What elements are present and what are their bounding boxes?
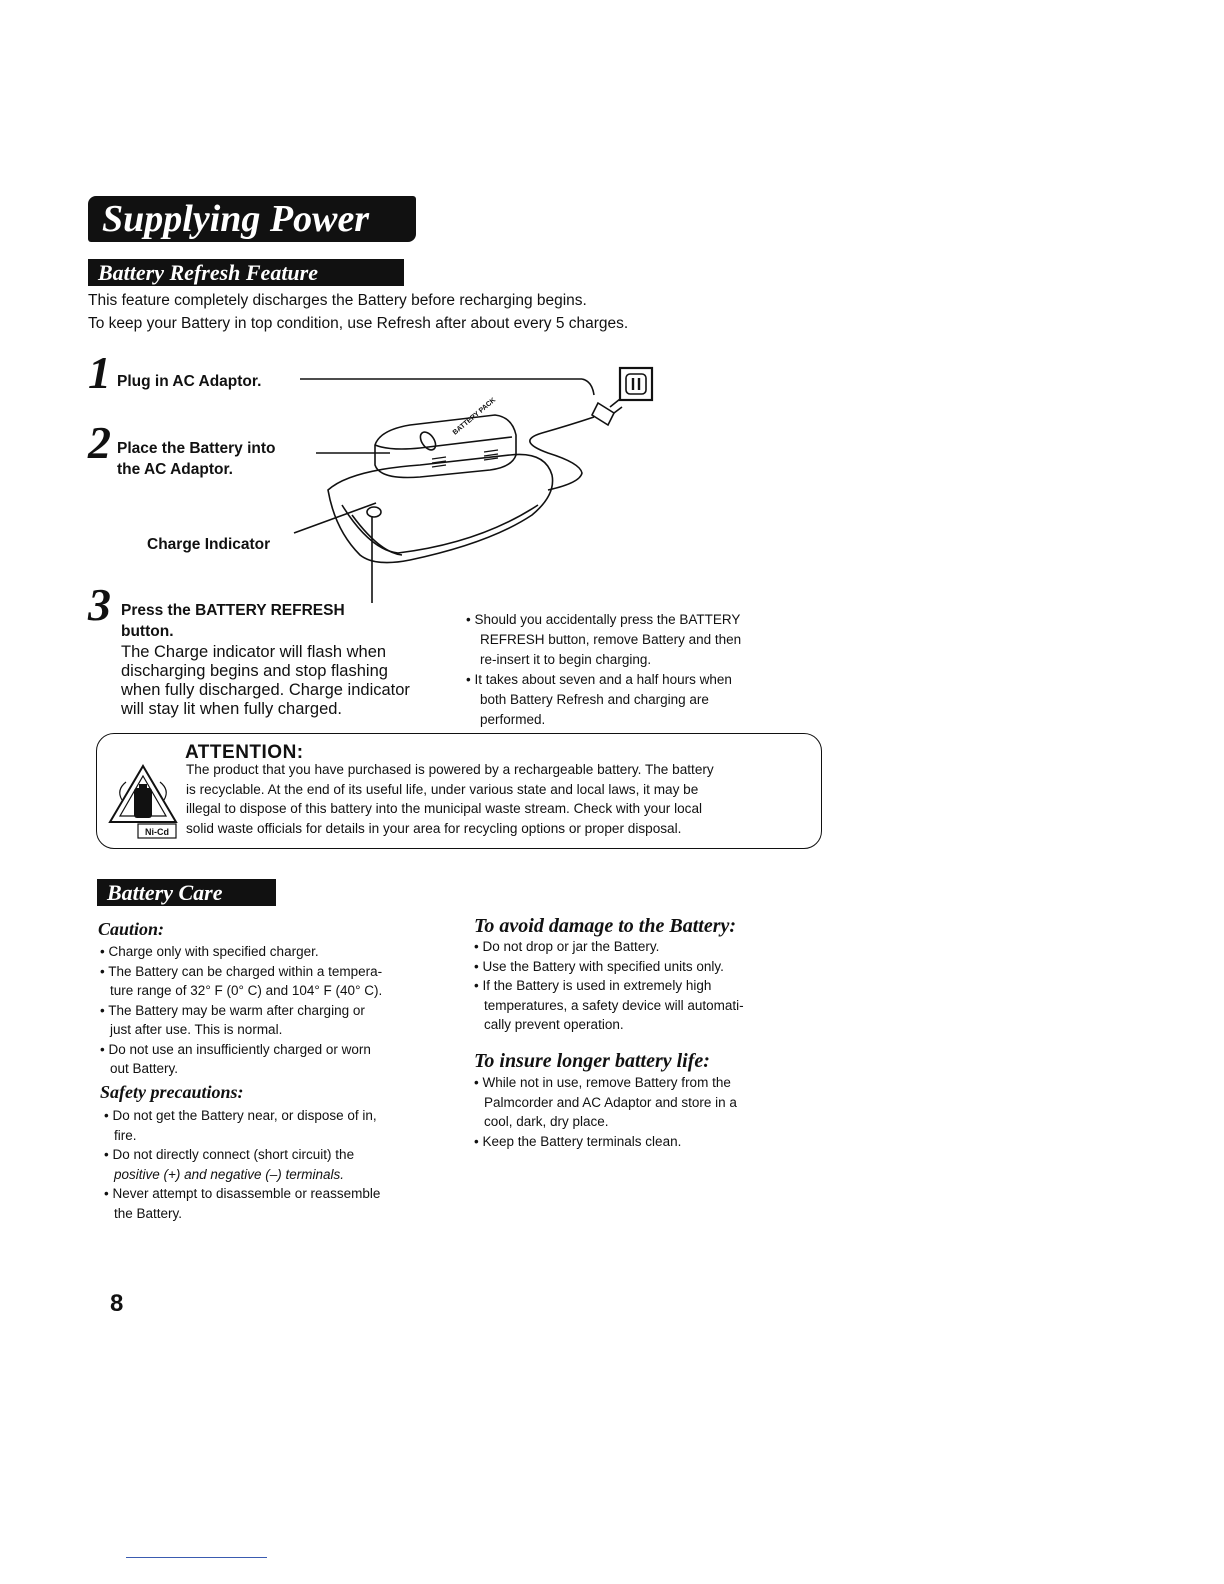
- step-3-body-line: The Charge indicator will flash when: [121, 643, 387, 661]
- power-cord: [530, 417, 594, 490]
- notes-list: [466, 610, 741, 730]
- charge-indicator-label: Charge Indicator: [147, 536, 271, 553]
- attention-line: is recyclable. At the end of its useful life, under various state and local laws, it may be: [186, 781, 699, 797]
- note-line: REFRESH button, remove Battery and then: [480, 632, 742, 647]
- longer-life-line: cool, dark, dry place.: [484, 1114, 609, 1129]
- avoid-damage-heading: To avoid damage to the Battery:: [474, 915, 737, 937]
- safety-heading: Safety precautions:: [100, 1082, 244, 1102]
- note-line: • Should you accidentally press the BATTERY: [466, 612, 741, 627]
- avoid-damage-line: temperatures, a safety device will automati-: [484, 997, 744, 1013]
- caution-list: [100, 942, 382, 1079]
- wall-outlet-icon: [620, 368, 652, 400]
- battery-label: BATTERY PACK: [451, 396, 498, 437]
- recycle-battery-icon: [102, 760, 184, 844]
- attention-line: solid waste officials for details in your area for recycling options or proper disposal.: [186, 820, 682, 836]
- safety-line: the Battery.: [114, 1205, 183, 1221]
- caution-line: • Do not use an insufficiently charged or worn: [100, 1041, 371, 1057]
- step-1-number: 1: [88, 347, 111, 398]
- caution-line: just after use. This is normal.: [110, 1022, 283, 1037]
- step-1-leader-curve: [582, 379, 594, 395]
- caution-line: • The Battery may be warm after charging or: [100, 1002, 365, 1018]
- note-line: re-insert it to begin charging.: [480, 652, 652, 667]
- attention-line: illegal to dispose of this battery into the municipal waste stream. Check with your local: [186, 801, 703, 816]
- step-3-body-line: discharging begins and stop flashing: [121, 662, 388, 680]
- section-title-battery-care: Battery Care: [97, 879, 276, 906]
- caution-line: • The Battery can be charged within a tempera-: [100, 963, 383, 979]
- avoid-damage-line: • Use the Battery with specified units only.: [474, 958, 724, 974]
- step-3-line-2: button.: [121, 623, 174, 640]
- step-2-number: 2: [88, 417, 111, 468]
- step-3-number: 3: [88, 579, 111, 630]
- footer-rule: [126, 1557, 267, 1558]
- avoid-damage-list: [474, 937, 744, 1035]
- step-2-line-1: Place the Battery into: [117, 440, 276, 457]
- longer-life-line: • While not in use, remove Battery from the: [474, 1075, 731, 1090]
- attention-body: [186, 760, 714, 838]
- avoid-damage-line: • Do not drop or jar the Battery.: [474, 939, 660, 954]
- avoid-damage-line: cally prevent operation.: [484, 1017, 624, 1032]
- caution-line: ture range of 32° F (0° C) and 104° F (40° C).: [110, 983, 383, 998]
- attention-line: The product that you have purchased is powered by a rechargeable battery. The battery: [186, 762, 714, 777]
- step-1-text: Plug in AC Adaptor.: [117, 373, 262, 390]
- step-3-line-1: Press the BATTERY REFRESH: [121, 602, 345, 619]
- battery-pack: [375, 415, 516, 478]
- step-3-body-line: will stay lit when fully charged.: [121, 700, 343, 718]
- note-line: both Battery Refresh and charging are: [480, 692, 709, 707]
- safety-line: • Do not get the Battery near, or dispose of in,: [104, 1108, 377, 1123]
- safety-line: positive (+) and negative (–) terminals.: [114, 1166, 344, 1182]
- longer-life-heading: To insure longer battery life:: [474, 1050, 710, 1072]
- avoid-damage-line: • If the Battery is used in extremely high: [474, 978, 712, 993]
- longer-life-line: • Keep the Battery terminals clean.: [474, 1133, 682, 1149]
- step-3-body-line: when fully discharged. Charge indicator: [121, 681, 410, 699]
- caution-heading: Caution:: [98, 919, 165, 939]
- intro-line-1: This feature completely discharges the Battery before recharging begins.: [88, 292, 587, 309]
- note-line: performed.: [480, 712, 546, 727]
- safety-line: • Never attempt to disassemble or reassemble: [104, 1186, 381, 1201]
- safety-line: fire.: [114, 1127, 137, 1143]
- attention-title: ATTENTION:: [185, 742, 304, 763]
- page-title: Supplying Power: [88, 196, 416, 242]
- caution-line: • Charge only with specified charger.: [100, 944, 319, 959]
- section-title-battery-refresh: Battery Refresh Feature: [88, 259, 404, 286]
- longer-life-list: [474, 1073, 737, 1151]
- step-2-line-2: the AC Adaptor.: [117, 461, 233, 478]
- note-line: • It takes about seven and a half hours when: [466, 672, 732, 687]
- safety-list: [104, 1106, 380, 1223]
- intro-line-2: To keep your Battery in top condition, use Refresh after about every 5 charges.: [88, 315, 629, 332]
- charge-indicator-lamp: [367, 507, 381, 517]
- longer-life-line: Palmcorder and AC Adaptor and store in a: [484, 1094, 737, 1110]
- ac-adaptor-diagram: [280, 355, 680, 605]
- nicd-badge-label: Ni-Cd: [145, 827, 169, 837]
- step-3-body: [121, 643, 410, 719]
- safety-line: • Do not directly connect (short circuit) the: [104, 1147, 355, 1162]
- page-number: 8: [110, 1290, 124, 1317]
- caution-line: out Battery.: [110, 1061, 179, 1076]
